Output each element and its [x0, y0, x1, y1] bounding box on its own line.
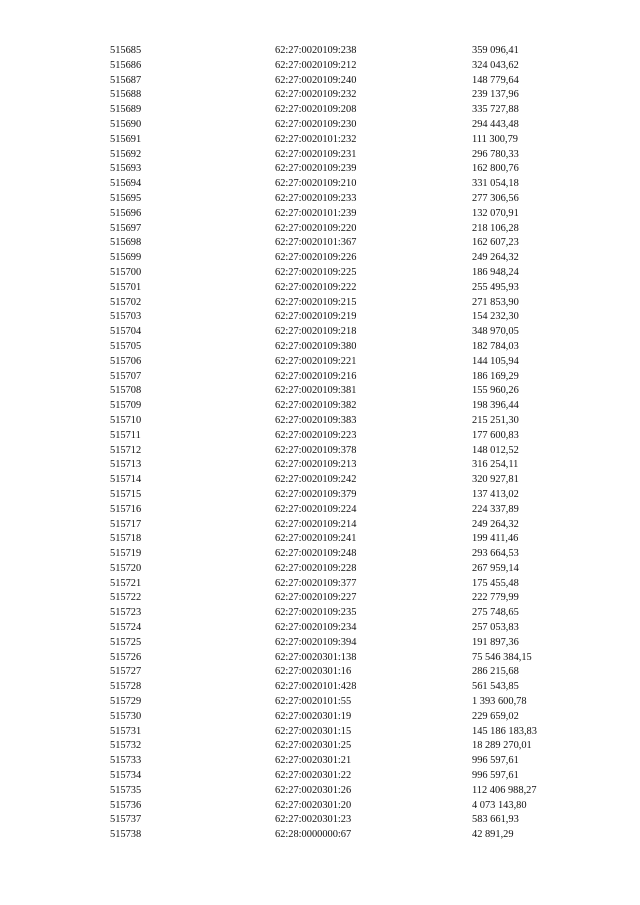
record-number: 515731	[110, 725, 142, 737]
table-row	[0, 296, 640, 311]
table-row	[0, 414, 640, 429]
cadastral-number: 62:27:0020109:221	[275, 355, 357, 367]
cadastral-value: 154 232,30	[472, 311, 519, 323]
table-row	[0, 636, 640, 651]
record-number: 515711	[110, 429, 141, 441]
cadastral-number: 62:27:0020109:230	[275, 118, 357, 130]
cadastral-value: 177 600,83	[472, 429, 519, 441]
record-number: 515691	[110, 133, 142, 145]
cadastral-number: 62:27:0020301:15	[275, 725, 352, 737]
table-row	[0, 74, 640, 89]
cadastral-number: 62:27:0020109:232	[275, 89, 357, 101]
cadastral-number: 62:27:0020109:210	[275, 178, 357, 190]
table-row	[0, 162, 640, 177]
cadastral-value: 271 853,90	[472, 296, 519, 308]
record-number: 515689	[110, 104, 142, 116]
record-number: 515725	[110, 636, 142, 648]
record-number: 515722	[110, 592, 142, 604]
record-number: 515708	[110, 385, 142, 397]
cadastral-number: 62:27:0020109:379	[275, 488, 357, 500]
cadastral-value: 182 784,03	[472, 340, 519, 352]
table-row	[0, 591, 640, 606]
cadastral-value: 111 300,79	[472, 133, 518, 145]
cadastral-number: 62:27:0020109:214	[275, 518, 357, 530]
cadastral-number: 62:27:0020101:55	[275, 696, 352, 708]
record-number: 515736	[110, 799, 142, 811]
cadastral-number: 62:27:0020109:235	[275, 607, 357, 619]
cadastral-value: 186 948,24	[472, 266, 519, 278]
record-number: 515706	[110, 355, 142, 367]
record-number: 515709	[110, 400, 142, 412]
record-number: 515730	[110, 710, 142, 722]
record-number: 515699	[110, 252, 142, 264]
table-row	[0, 606, 640, 621]
cadastral-value: 144 105,94	[472, 355, 519, 367]
cadastral-number: 62:27:0020101:367	[275, 237, 357, 249]
table-row	[0, 784, 640, 799]
cadastral-value: 296 780,33	[472, 148, 519, 160]
record-number: 515714	[110, 474, 142, 486]
table-row	[0, 384, 640, 399]
table-row	[0, 503, 640, 518]
cadastral-number: 62:27:0020301:20	[275, 799, 352, 811]
record-number: 515698	[110, 237, 142, 249]
cadastral-value: 257 053,83	[472, 622, 519, 634]
table-row	[0, 547, 640, 562]
cadastral-value: 996 597,61	[472, 770, 519, 782]
cadastral-value: 75 546 384,15	[472, 651, 532, 663]
table-row	[0, 148, 640, 163]
cadastral-value: 18 289 270,01	[472, 740, 532, 752]
cadastral-value: 148 779,64	[472, 74, 519, 86]
table-row	[0, 799, 640, 814]
cadastral-value: 293 664,53	[472, 548, 519, 560]
cadastral-number: 62:27:0020109:222	[275, 281, 357, 293]
cadastral-number: 62:27:0020109:227	[275, 592, 357, 604]
cadastral-number: 62:27:0020301:21	[275, 755, 352, 767]
table-row	[0, 518, 640, 533]
table-row	[0, 399, 640, 414]
record-number: 515694	[110, 178, 142, 190]
cadastral-value: 191 897,36	[472, 636, 519, 648]
cadastral-number: 62:27:0020109:225	[275, 266, 357, 278]
table-row	[0, 370, 640, 385]
record-number: 515726	[110, 651, 142, 663]
cadastral-number: 62:27:0020109:239	[275, 163, 357, 175]
record-number: 515692	[110, 148, 142, 160]
record-number: 515693	[110, 163, 142, 175]
cadastral-value: 359 096,41	[472, 45, 519, 56]
cadastral-number: 62:27:0020109:213	[275, 459, 357, 471]
record-number: 515702	[110, 296, 142, 308]
table-row	[0, 281, 640, 296]
cadastral-number: 62:27:0020109:208	[275, 104, 357, 116]
table-row	[0, 310, 640, 325]
table-row	[0, 103, 640, 118]
cadastral-value: 324 043,62	[472, 59, 519, 71]
table-row	[0, 355, 640, 370]
table-row	[0, 710, 640, 725]
cadastral-value: 112 406 988,27	[472, 784, 537, 796]
cadastral-value: 583 661,93	[472, 814, 519, 826]
table-row	[0, 577, 640, 592]
cadastral-number: 62:27:0020109:241	[275, 533, 357, 545]
table-row	[0, 725, 640, 740]
table-row	[0, 813, 640, 828]
record-number: 515737	[110, 814, 142, 826]
cadastral-number: 62:27:0020109:220	[275, 222, 357, 234]
record-number: 515685	[110, 45, 142, 56]
cadastral-value: 186 169,29	[472, 370, 519, 382]
table-row	[0, 88, 640, 103]
table-row	[0, 444, 640, 459]
cadastral-value: 155 960,26	[472, 385, 519, 397]
cadastral-number: 62:27:0020301:22	[275, 770, 352, 782]
cadastral-value: 275 748,65	[472, 607, 519, 619]
cadastral-value: 294 443,48	[472, 118, 519, 130]
table-row	[0, 118, 640, 133]
cadastral-number: 62:27:0020109:233	[275, 192, 357, 204]
cadastral-number: 62:27:0020109:242	[275, 474, 357, 486]
cadastral-number: 62:27:0020109:215	[275, 296, 357, 308]
cadastral-value: 42 891,29	[472, 829, 514, 841]
cadastral-value: 229 659,02	[472, 710, 519, 722]
cadastral-number: 62:27:0020109:240	[275, 74, 357, 86]
cadastral-number: 62:27:0020301:25	[275, 740, 352, 752]
record-number: 515695	[110, 192, 142, 204]
cadastral-value: 255 495,93	[472, 281, 519, 293]
table-row	[0, 532, 640, 547]
table-row	[0, 488, 640, 503]
record-number: 515729	[110, 696, 142, 708]
cadastral-number: 62:27:0020109:228	[275, 562, 357, 574]
table-row	[0, 207, 640, 222]
cadastral-value: 132 070,91	[472, 207, 519, 219]
table-row	[0, 651, 640, 666]
record-number: 515719	[110, 548, 142, 560]
record-number: 515732	[110, 740, 142, 752]
table-row	[0, 133, 640, 148]
record-number: 515723	[110, 607, 142, 619]
record-number: 515716	[110, 503, 142, 515]
table-row	[0, 266, 640, 281]
record-number: 515703	[110, 311, 142, 323]
record-number: 515738	[110, 829, 142, 841]
record-number: 515701	[110, 281, 142, 293]
table-body	[0, 44, 640, 843]
cadastral-number: 62:27:0020109:231	[275, 148, 357, 160]
table-row	[0, 621, 640, 636]
table-row	[0, 251, 640, 266]
cadastral-value: 320 927,81	[472, 474, 519, 486]
cadastral-number: 62:27:0020109:382	[275, 400, 357, 412]
record-number: 515713	[110, 459, 142, 471]
cadastral-number: 62:28:0000000:67	[275, 829, 352, 841]
record-number: 515721	[110, 577, 142, 589]
table-row	[0, 473, 640, 488]
cadastral-number: 62:27:0020109:219	[275, 311, 357, 323]
record-number: 515727	[110, 666, 142, 678]
table-row	[0, 695, 640, 710]
cadastral-value: 996 597,61	[472, 755, 519, 767]
record-number: 515728	[110, 681, 142, 693]
cadastral-value: 316 254,11	[472, 459, 519, 471]
cadastral-number: 62:27:0020109:234	[275, 622, 357, 634]
cadastral-number: 62:27:0020109:218	[275, 326, 357, 338]
cadastral-number: 62:27:0020109:377	[275, 577, 357, 589]
cadastral-number: 62:27:0020109:380	[275, 340, 357, 352]
cadastral-value: 239 137,96	[472, 89, 519, 101]
cadastral-value: 218 106,28	[472, 222, 519, 234]
cadastral-value: 348 970,05	[472, 326, 519, 338]
table-row	[0, 680, 640, 695]
record-number: 515686	[110, 59, 142, 71]
record-number: 515717	[110, 518, 142, 530]
cadastral-number: 62:27:0020301:19	[275, 710, 352, 722]
record-number: 515688	[110, 89, 142, 101]
table-row	[0, 769, 640, 784]
table-row	[0, 429, 640, 444]
cadastral-number: 62:27:0020101:232	[275, 133, 357, 145]
cadastral-value: 561 543,85	[472, 681, 519, 693]
table-row	[0, 828, 640, 843]
cadastral-value: 148 012,52	[472, 444, 519, 456]
cadastral-value: 199 411,46	[472, 533, 519, 545]
cadastral-number: 62:27:0020301:138	[275, 651, 357, 663]
record-number: 515724	[110, 622, 142, 634]
cadastral-value: 215 251,30	[472, 414, 519, 426]
record-number: 515712	[110, 444, 142, 456]
record-number: 515704	[110, 326, 142, 338]
cadastral-value: 224 337,89	[472, 503, 519, 515]
table-row	[0, 222, 640, 237]
cadastral-number: 62:27:0020301:16	[275, 666, 352, 678]
record-number: 515720	[110, 562, 142, 574]
cadastral-number: 62:27:0020109:248	[275, 548, 357, 560]
cadastral-number: 62:27:0020109:212	[275, 59, 357, 71]
cadastral-value: 222 779,99	[472, 592, 519, 604]
record-number: 515690	[110, 118, 142, 130]
cadastral-number: 62:27:0020109:378	[275, 444, 357, 456]
table-row	[0, 340, 640, 355]
table-row	[0, 754, 640, 769]
cadastral-number: 62:27:0020109:381	[275, 385, 357, 397]
cadastral-number: 62:27:0020109:383	[275, 414, 357, 426]
cadastral-value: 331 054,18	[472, 178, 519, 190]
cadastral-number: 62:27:0020109:224	[275, 503, 357, 515]
cadastral-value: 145 186 183,83	[472, 725, 537, 737]
cadastral-number: 62:27:0020109:216	[275, 370, 357, 382]
cadastral-value: 277 306,56	[472, 192, 519, 204]
cadastral-number: 62:27:0020109:394	[275, 636, 357, 648]
cadastral-number: 62:27:0020101:428	[275, 681, 357, 693]
cadastral-value: 335 727,88	[472, 104, 519, 116]
cadastral-number: 62:27:0020109:223	[275, 429, 357, 441]
cadastral-number: 62:27:0020301:23	[275, 814, 352, 826]
table-row	[0, 562, 640, 577]
table-row	[0, 59, 640, 74]
record-number: 515735	[110, 784, 142, 796]
record-number: 515687	[110, 74, 142, 86]
cadastral-value: 162 800,76	[472, 163, 519, 175]
cadastral-value: 1 393 600,78	[472, 696, 527, 708]
cadastral-number: 62:27:0020109:238	[275, 45, 357, 56]
table-row	[0, 44, 640, 59]
cadastral-number: 62:27:0020301:26	[275, 784, 352, 796]
cadastral-value: 137 413,02	[472, 488, 519, 500]
cadastral-value: 4 073 143,80	[472, 799, 527, 811]
cadastral-value: 267 959,14	[472, 562, 519, 574]
record-number: 515700	[110, 266, 142, 278]
record-number: 515715	[110, 488, 142, 500]
cadastral-number: 62:27:0020109:226	[275, 252, 357, 264]
table-row	[0, 325, 640, 340]
table-row	[0, 665, 640, 680]
cadastral-value: 249 264,32	[472, 252, 519, 264]
record-number: 515697	[110, 222, 142, 234]
cadastral-value: 198 396,44	[472, 400, 519, 412]
record-number: 515734	[110, 770, 142, 782]
record-number: 515718	[110, 533, 142, 545]
cadastral-value: 175 455,48	[472, 577, 519, 589]
table-row	[0, 236, 640, 251]
data-table	[0, 44, 640, 843]
table-row	[0, 458, 640, 473]
cadastral-number: 62:27:0020101:239	[275, 207, 357, 219]
record-number: 515705	[110, 340, 142, 352]
record-number: 515733	[110, 755, 142, 767]
table-row	[0, 177, 640, 192]
cadastral-value: 286 215,68	[472, 666, 519, 678]
table-row	[0, 739, 640, 754]
cadastral-value: 162 607,23	[472, 237, 519, 249]
table-row	[0, 192, 640, 207]
record-number: 515707	[110, 370, 142, 382]
cadastral-value: 249 264,32	[472, 518, 519, 530]
record-number: 515696	[110, 207, 142, 219]
record-number: 515710	[110, 414, 142, 426]
